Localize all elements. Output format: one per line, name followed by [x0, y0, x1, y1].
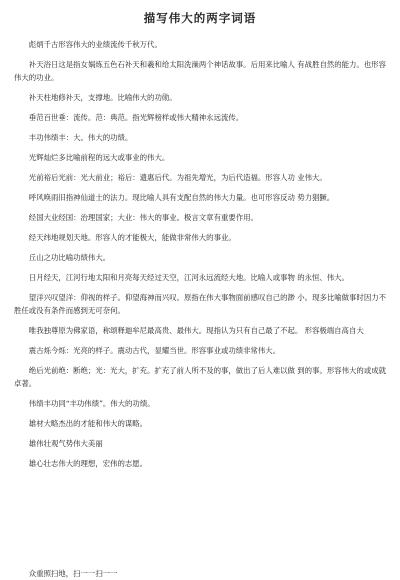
- list-item: 丘山之功比喻功绩伟大。: [28, 253, 111, 262]
- list-item: 日月经天，江河行地太阳和月亮每天经过天空，江河永远流经大地。比喻人或事物 的永恒、伟大。: [28, 273, 349, 282]
- list-item: 震古烁今烁：光亮的样子。震动古代，显耀当世。形容事业或功绩非常伟大。: [28, 346, 281, 355]
- list-item: 经国大业经国：治理国家；大业：伟大的事业。极言文章有重要作用。: [28, 213, 258, 222]
- list-item: 雄材大略杰出的才能和伟大的谋略。: [28, 419, 148, 428]
- document-title: 描写伟大的两字词语: [143, 11, 257, 25]
- entry-list: [14, 38, 386, 470]
- list-item: 光前裕后光前：光大前业；裕后：遗惠后代。为祖先增光，为后代造福。形容人功 业伟大。: [28, 173, 327, 182]
- list-item: 伟绩丰功同“丰功伟绩”。伟大的功绩。: [28, 399, 155, 408]
- list-item: 望洋兴叹望洋：仰视的样子。仰望海神而兴叹。原指在伟大事物面前感叹自己的渺 小。现多比喻做事时因力不胜任或没有条件而感到无可奈何。: [14, 293, 386, 315]
- list-item: 丰功伟绩丰：大。伟大的功绩。: [28, 133, 133, 142]
- list-item: 经天纬地规划天地。形容人的才能极大，能做非常伟大的事业。: [28, 233, 236, 242]
- list-item: 补天柱地修补天，支撑地。比喻伟大的功勋。: [28, 93, 177, 102]
- list-item: 唯我独尊原为佛家语，称颂释迦牟尼最高贵、最伟大。现指认为只有自己最了不起。 形容极端自高自大: [28, 326, 364, 335]
- list-item: 光辉灿烂多比喻前程的远大或事业的伟大。: [28, 153, 170, 162]
- list-item-cut-off: 众重照扫地，扫一一扫一一: [28, 569, 118, 578]
- list-item: 呼风唤雨旧指神仙道士的法力。现比喻人具有支配自然的伟大力量。也可形容反动 势力猖獗。: [28, 193, 335, 202]
- list-item: 补天浴日这是指女娲炼五色石补天和羲和给太阳洗澡两个神话故事。后用来比喻人 有战胜自然的能力。也形容伟大的功业。: [14, 60, 386, 82]
- list-item: 雄伟壮观气势伟大美丽: [28, 439, 103, 448]
- list-item: 雄心壮志伟大的理想，宏伟的志愿。: [28, 459, 148, 468]
- list-item: 垂范百世垂：流传。范：典范。指光辉榜样或伟大精神永远流传。: [28, 113, 244, 122]
- list-item: 彪炳千古形容伟大的业绩流传千秋万代。: [28, 40, 162, 49]
- list-item: 绝后光前绝：断绝；光：光大，扩充。扩充了前人所不及的事，做出了后人难以做 到的事。形容伟大的或成就卓著。: [14, 366, 386, 388]
